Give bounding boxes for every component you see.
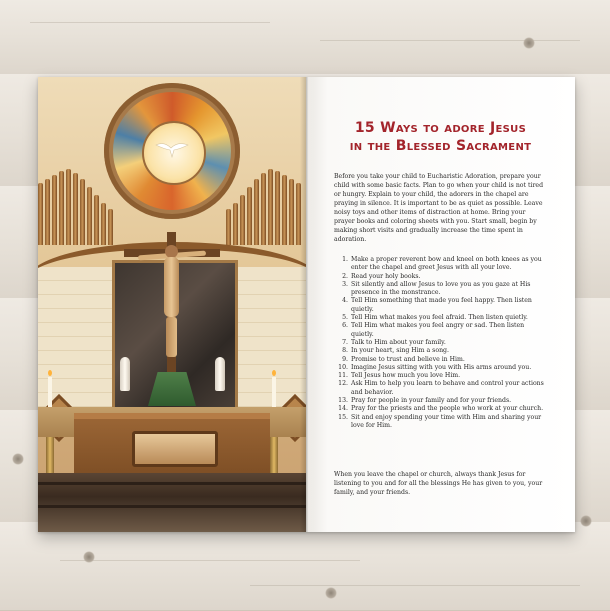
list-item-text: Tell Him something that made you feel happy. Then listen quietly. xyxy=(351,297,532,313)
wood-knot xyxy=(325,587,337,599)
list-item xyxy=(334,356,548,364)
corpus-legs xyxy=(166,317,177,357)
organ-pipes-left xyxy=(38,165,113,245)
list-item xyxy=(334,364,548,372)
organ-pipes-right xyxy=(226,165,301,245)
page-title-line-1: 15 Ways to adore Jesus xyxy=(354,120,527,136)
list-item xyxy=(334,314,548,322)
list-item-number: 8. xyxy=(342,347,348,355)
list-item-number: 14. xyxy=(338,405,348,413)
candle-left xyxy=(48,377,52,407)
wood-knot xyxy=(523,37,535,49)
list-item-text: Imagine Jesus sitting with you with His arms around you. xyxy=(351,363,532,371)
list-item-number: 13. xyxy=(338,397,348,405)
list-item-text: Ask Him to help you learn to behave and control your actions and behavior. xyxy=(351,380,544,396)
list-item-text: Sit and enjoy spending your time with Him and sharing your love for Him. xyxy=(351,413,542,429)
list-item-text: Pray for the priests and the people who work at your church. xyxy=(351,405,544,413)
chapel-painting xyxy=(38,77,306,532)
list-item-text: Talk to Him about your family. xyxy=(351,338,446,346)
corpus-body xyxy=(164,257,179,317)
page-title-line-2: in the Blessed Sacrament xyxy=(349,138,532,154)
wood-knot xyxy=(580,515,592,527)
text-page xyxy=(306,77,575,532)
adoration-steps-list xyxy=(334,256,548,430)
list-item-number: 2. xyxy=(342,272,348,280)
altar-last-supper-panel xyxy=(132,431,218,467)
intro-paragraph: Before you take your child to Eucharistic Adoration, prepare your child with some basic facts. Plan to go when your child is not tired or hungry. Explain to your child, the adorers in the chapel are praying in silence. It is important to be as quiet as possible. Leave noisy toys and other items of distraction at home. Bring your prayer books and coloring sheets with you. Start small, begin by making short visits and gradually increase the time spent in adoration. xyxy=(334,173,544,244)
list-item-text: Sit silently and allow Jesus to love you as you gaze at His presence in the monstrance. xyxy=(351,280,531,297)
wood-plank xyxy=(0,0,610,75)
list-item-text: Tell Him what makes you feel afraid. Then listen quietly. xyxy=(351,314,528,322)
floor-step xyxy=(38,505,306,508)
statue-right xyxy=(215,357,225,391)
wood-knot xyxy=(12,453,24,465)
list-item xyxy=(334,405,548,413)
wood-plank xyxy=(0,522,610,611)
dove-icon xyxy=(154,139,190,159)
list-item-number: 1. xyxy=(342,256,348,263)
list-item xyxy=(334,380,548,397)
list-item-text: Tell Him what makes you feel angry or sad. Then listen quietly. xyxy=(351,322,525,338)
list-item xyxy=(334,273,548,281)
wood-grain xyxy=(30,22,270,23)
list-item-text: Read your holy books. xyxy=(351,272,421,280)
wood-grain xyxy=(60,560,360,561)
wood-grain xyxy=(250,585,580,586)
list-item-number: 15. xyxy=(338,413,348,421)
list-item-number: 3. xyxy=(342,280,348,288)
list-item xyxy=(334,297,548,314)
list-item-text: Promise to trust and believe in Him. xyxy=(351,355,465,363)
list-item-number: 4. xyxy=(342,297,348,305)
list-item-number: 10. xyxy=(338,363,348,371)
list-item xyxy=(334,347,548,355)
list-item-number: 9. xyxy=(342,355,348,363)
list-item-text: In your heart, sing Him a song. xyxy=(351,347,449,355)
flame-right xyxy=(272,370,276,376)
list-item xyxy=(334,339,548,347)
flame-left xyxy=(48,370,52,376)
book-gutter xyxy=(300,77,314,532)
list-item xyxy=(334,256,548,273)
candle-right xyxy=(272,377,276,407)
wood-grain xyxy=(320,40,580,41)
list-item-text: Tell Jesus how much you love Him. xyxy=(351,372,461,380)
list-item-text: Make a proper reverent bow and kneel on both knees as you enter the chapel and greet Jesus with all your love. xyxy=(351,256,542,272)
list-item-text: Pray for people in your family and for your friends. xyxy=(351,397,512,405)
list-item-number: 6. xyxy=(342,322,348,330)
wood-knot xyxy=(83,551,95,563)
list-item-number: 5. xyxy=(342,314,348,322)
list-item-number: 12. xyxy=(338,380,348,388)
list-item-number: 7. xyxy=(342,338,348,346)
list-item xyxy=(334,397,548,405)
statue-left xyxy=(120,357,130,391)
list-item xyxy=(334,322,548,339)
list-item xyxy=(334,281,548,298)
list-item xyxy=(334,414,548,431)
floor-step xyxy=(38,482,306,485)
closing-paragraph: When you leave the chapel or church, always thank Jesus for listening to you and for all the blessings He has given to you, your family, and your friends. xyxy=(334,471,543,497)
open-book xyxy=(38,77,575,532)
list-item xyxy=(334,372,548,380)
list-item-number: 11. xyxy=(338,372,348,380)
